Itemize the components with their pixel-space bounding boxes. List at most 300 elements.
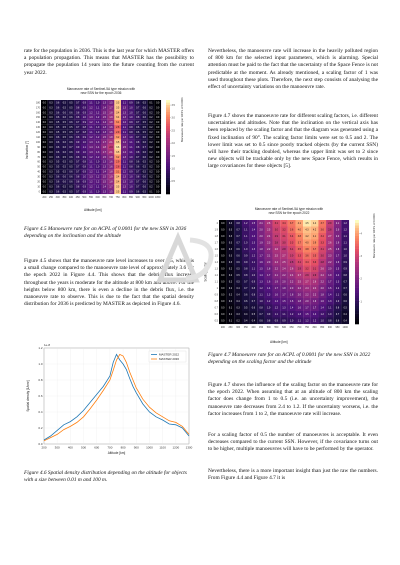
cell-value-label: 2.2 — [290, 281, 294, 284]
cell-value-label: 1.1 — [96, 107, 100, 110]
x-tick-label: 550 — [89, 196, 93, 199]
cell-value-label: 1.4 — [251, 236, 256, 239]
cell-value-label: 0.5 — [142, 161, 146, 164]
cell-value-label: 3.5 — [116, 186, 120, 189]
cell-value-label: 0.7 — [76, 171, 80, 174]
cell-value-label: 1.0 — [129, 107, 133, 110]
cell-value-label: 0.5 — [56, 132, 60, 135]
cell-value-label: 0.5 — [69, 127, 73, 130]
cell-value-label: 0.9 — [129, 122, 133, 125]
cell-value-label: 0.2 — [149, 132, 153, 135]
cell-value-label: 2.0 — [297, 294, 301, 297]
cell-value-label: 0.8 — [82, 132, 86, 135]
cell-value-label: 1.2 — [343, 229, 347, 232]
cell-value-label: 2.4 — [267, 236, 271, 239]
cell-value-label: 1.6 — [290, 301, 294, 304]
colorbar-tick-label: 2.0 — [171, 142, 175, 146]
x-tick-label: 950 — [142, 196, 147, 199]
colorbar-segment — [355, 251, 359, 254]
cell-value-label: 1.3 — [267, 294, 271, 297]
cell-value-label: 0.8 — [76, 112, 80, 115]
colorbar-tick-label: 0.5 — [171, 180, 175, 184]
x-tick-label: 400 — [67, 445, 73, 450]
cell-value-label: 0.9 — [82, 156, 86, 159]
x-tick-label: 900 — [133, 445, 139, 450]
cell-value-label: 0.6 — [142, 176, 146, 179]
cell-value-label: 0.7 — [335, 314, 340, 317]
cell-value-label: 1.2 — [89, 156, 93, 159]
cell-value-label: 3.3 — [297, 255, 301, 258]
line-chart-4-6 — [24, 340, 194, 465]
cell-value-label: 1.2 — [89, 171, 93, 174]
cell-value-label: 0.6 — [56, 156, 60, 159]
cell-value-label: 0.0 — [42, 117, 46, 120]
chart-title: Manoeuvre rate of Sentinel-5A type mission with new SSN for the epoch 2022 — [254, 207, 324, 215]
cell-value-label: 3.7 — [312, 249, 317, 252]
cell-value-label: 1.5 — [109, 102, 113, 105]
cell-value-label: 0.6 — [136, 127, 140, 130]
cell-value-label: 1.3 — [102, 191, 106, 194]
cell-value-label: 1.5 — [109, 191, 113, 194]
cell-value-label: 0.7 — [76, 161, 80, 164]
cell-value-label: 0.7 — [244, 281, 248, 284]
cell-value-label: 3.7 — [297, 242, 301, 245]
cell-value-label: 0.6 — [142, 151, 146, 154]
cell-value-label: 2.8 — [116, 127, 120, 130]
cell-value-label: 1.9 — [328, 275, 332, 278]
cell-value-label: 0.9 — [244, 262, 248, 265]
cell-value-label: 4.0 — [305, 242, 309, 245]
x-tick-label: 700 — [109, 196, 113, 199]
cell-value-label: 2.6 — [274, 249, 278, 252]
cell-value-label: 1.3 — [259, 281, 263, 284]
cell-value-label: 1.8 — [335, 249, 340, 252]
cell-value-label: 2.0 — [259, 229, 263, 232]
cell-value-label: 1.1 — [122, 161, 126, 164]
colorbar-segment — [355, 249, 359, 252]
cell-value-label: 0.6 — [56, 181, 60, 184]
cell-value-label: 0.6 — [236, 262, 240, 265]
colorbar-segment — [166, 168, 170, 171]
cell-value-label: 0.0 — [42, 132, 46, 135]
y-tick-label: 40 — [37, 170, 40, 174]
cell-value-label: 0.2 — [228, 301, 233, 304]
cell-value-label: 0.7 — [76, 122, 80, 125]
cell-value-label: 0.5 — [142, 166, 146, 169]
cell-value-label: 3.4 — [282, 223, 286, 226]
cell-value-label: 0.0 — [221, 301, 225, 304]
cell-value-label: 0.6 — [62, 117, 66, 120]
cell-value-label: 0.9 — [76, 141, 80, 144]
x-axis-label: Altitude [km] — [84, 208, 102, 212]
y-tick-label: 0.4 — [38, 410, 43, 414]
cell-value-label: 1.3 — [89, 151, 93, 154]
cell-value-label: 0.5 — [69, 132, 73, 135]
cell-value-label: 2.6 — [328, 242, 332, 245]
cell-value-label: 0.9 — [82, 191, 86, 194]
cell-value-label: 0.8 — [76, 181, 80, 184]
cell-value-label: 0.4 — [236, 294, 240, 297]
cell-value-label: 1.0 — [244, 249, 248, 252]
cell-value-label: 0.2 — [149, 166, 153, 169]
cell-value-label: 0.9 — [129, 102, 133, 105]
cell-value-label: 1.0 — [129, 112, 133, 115]
cell-value-label: 1.1 — [89, 166, 93, 169]
cell-value-label: 0.1 — [149, 191, 153, 194]
cell-value-label: 1.4 — [96, 146, 100, 149]
cell-value-label: 0.5 — [62, 156, 66, 159]
cell-value-label: 0.5 — [142, 127, 146, 130]
y-tick-label: 150 — [36, 116, 40, 120]
cell-value-label: 0.7 — [142, 146, 146, 149]
cell-value-label: 1.0 — [129, 176, 133, 179]
colorbar-segment — [355, 290, 359, 293]
cell-value-label: 0.5 — [343, 307, 347, 310]
y-axis-label: Spatial density [1/km³] — [26, 380, 30, 412]
cell-value-label: 2.7 — [328, 236, 332, 239]
cell-value-label: 0.8 — [129, 127, 133, 130]
colorbar-segment — [355, 262, 359, 265]
cell-value-label: 1.1 — [343, 236, 347, 239]
cell-value-label: 0.6 — [136, 132, 140, 135]
cell-value-label: 3.7 — [290, 223, 294, 226]
heatmap-4-5 — [33, 98, 163, 202]
cell-value-label: 1.6 — [335, 262, 340, 265]
cell-value-label: 1.8 — [297, 301, 301, 304]
colorbar-tick-label: 4 — [360, 232, 362, 236]
cell-value-label: 3.1 — [116, 171, 120, 174]
cell-value-label: 3.1 — [282, 236, 286, 239]
cell-value-label: 2.2 — [297, 288, 301, 291]
cell-value-label: 0.3 — [49, 166, 53, 169]
cell-value-label: 1.2 — [89, 107, 93, 110]
cell-value-label: 0.7 — [136, 107, 140, 110]
colorbar-segment — [355, 269, 359, 272]
cell-value-label: 0.5 — [69, 186, 73, 189]
cell-value-label: 0.0 — [156, 166, 160, 169]
y-tick-label: 1.2 — [38, 346, 43, 350]
cell-value-label: 0.0 — [156, 176, 160, 179]
cell-value-label: 0.6 — [142, 107, 146, 110]
cell-value-label: 0.3 — [49, 181, 53, 184]
cell-value-label: 1.0 — [129, 186, 133, 189]
x-tick-label: 200 — [220, 326, 225, 329]
cell-value-label: 1.1 — [89, 161, 93, 164]
cell-value-label: 0.9 — [274, 320, 278, 323]
cell-value-label: 2.2 — [267, 249, 271, 252]
cell-value-label: 0.0 — [221, 255, 225, 258]
x-tick-label: 350 — [243, 326, 248, 329]
cell-value-label: 0.5 — [56, 171, 60, 174]
cell-value-label: 0.8 — [76, 186, 80, 189]
cell-value-label: 1.1 — [96, 122, 100, 125]
cell-value-label: 0.0 — [42, 146, 46, 149]
colorbar-segment — [355, 225, 359, 228]
x-tick-label: 850 — [320, 326, 325, 329]
cell-value-label: 0.7 — [136, 156, 140, 159]
cell-value-label: 0.5 — [56, 122, 60, 125]
cell-value-label: 0.7 — [236, 236, 240, 239]
cell-value-label: 1.2 — [312, 320, 317, 323]
cell-value-label: 3.6 — [320, 229, 324, 232]
cell-value-label: 1.6 — [109, 132, 113, 135]
cell-value-label: 0.3 — [49, 117, 53, 120]
cell-value-label: 0.8 — [129, 132, 133, 135]
paragraph: For a scaling factor of 0.5 the number of manoeuvres is acceptable. It even decreases compared to the current SSN. However, if the covariance turns out to be higher, multiple manoeuvres will have to be performed by the operator. — [208, 432, 378, 453]
cell-value-label: 2.0 — [290, 288, 294, 291]
cell-value-label: 0.6 — [142, 141, 146, 144]
cell-value-label: 0.2 — [228, 294, 233, 297]
cell-value-label: 0.9 — [282, 320, 286, 323]
cell-value-label: 0.8 — [82, 166, 86, 169]
cell-value-label: 1.1 — [82, 146, 86, 149]
colorbar-segment — [166, 135, 170, 138]
cell-value-label: 0.2 — [149, 176, 153, 179]
y-axis-label: Inclination [°] — [25, 140, 30, 160]
cell-value-label: 1.4 — [89, 146, 93, 149]
cell-value-label: 0.3 — [236, 307, 240, 310]
cell-value-label: 3.0 — [290, 255, 294, 258]
cell-value-label: 1.1 — [122, 132, 126, 135]
cell-value-label: 3.5 — [116, 151, 120, 154]
cell-value-label: 0.3 — [49, 127, 53, 130]
colorbar-segment — [166, 149, 170, 152]
cell-value-label: 1.7 — [328, 281, 332, 284]
cell-value-label: 0.1 — [228, 307, 233, 310]
cell-value-label: 0.0 — [221, 229, 225, 232]
colorbar-segment — [166, 163, 170, 166]
x-tick-label: 300 — [54, 445, 60, 450]
colorbar-segment — [355, 306, 359, 309]
cell-value-label: 0.1 — [149, 102, 153, 105]
colorbar-segment — [355, 259, 359, 262]
colorbar-segment — [166, 182, 170, 185]
cell-value-label: 0.6 — [69, 122, 73, 125]
colorbar-segment — [355, 319, 359, 322]
cell-value-label: 0.0 — [42, 107, 46, 110]
cell-value-label: 0.8 — [82, 161, 86, 164]
cell-value-label: 1.3 — [122, 186, 126, 189]
cell-value-label: 0.6 — [62, 176, 66, 179]
cell-value-label: 1.0 — [328, 314, 332, 317]
cell-value-label: 1.0 — [82, 141, 86, 144]
cell-value-label: 0.5 — [251, 314, 256, 317]
cell-value-label: 1.3 — [102, 127, 106, 130]
cell-value-label: 0.6 — [69, 117, 73, 120]
colorbar-segment — [166, 175, 170, 178]
cell-value-label: 0.7 — [136, 181, 140, 184]
colorbar-segment — [166, 166, 170, 169]
cell-value-label: 1.5 — [102, 112, 106, 115]
y-tick-label: 1.1 — [214, 280, 218, 284]
cell-value-label: 1.2 — [96, 181, 100, 184]
cell-value-label: 2.2 — [312, 294, 317, 297]
x-tick-label: 350 — [62, 196, 67, 199]
cell-value-label: 1.0 — [96, 132, 100, 135]
cell-value-label: 1.0 — [244, 242, 248, 245]
cell-value-label: 2.2 — [274, 268, 278, 271]
cell-value-label: 0.9 — [82, 186, 86, 189]
colorbar-segment — [355, 301, 359, 304]
cell-value-label: 3.2 — [305, 268, 309, 271]
cell-value-label: 0.0 — [42, 141, 46, 144]
cell-value-label: 0.6 — [251, 307, 256, 310]
cell-value-label: 0.4 — [343, 314, 347, 317]
cell-value-label: 0.8 — [328, 320, 332, 323]
cell-value-label: 3.9 — [312, 242, 317, 245]
cell-value-label: 0.0 — [42, 112, 46, 115]
cell-value-label: 0.3 — [49, 191, 53, 194]
colorbar-segment — [355, 275, 359, 278]
cell-value-label: 1.4 — [290, 307, 294, 310]
y-tick-label: 160 — [36, 111, 40, 115]
cell-value-label: 2.9 — [305, 275, 309, 278]
cell-value-label: 0.5 — [69, 191, 73, 194]
cell-value-label: 1.8 — [259, 249, 263, 252]
cell-value-label: 1.1 — [96, 186, 100, 189]
cell-value-label: 1.0 — [259, 301, 263, 304]
cell-value-label: 0.8 — [335, 307, 340, 310]
cell-value-label: 2.6 — [290, 268, 294, 271]
cell-value-label: 0.9 — [76, 151, 80, 154]
cell-value-label: 2.5 — [267, 229, 271, 232]
cell-value-label: 0.9 — [82, 102, 86, 105]
colorbar-segment — [166, 156, 170, 159]
cell-value-label: 0.7 — [343, 281, 347, 284]
cell-value-label: 0.9 — [129, 191, 133, 194]
cell-value-label: 0.7 — [136, 122, 140, 125]
colorbar-segment — [166, 147, 170, 150]
cell-value-label: 0.8 — [129, 161, 133, 164]
cell-value-label: 1.3 — [122, 181, 126, 184]
cell-value-label: 0.2 — [228, 281, 233, 284]
cell-value-label: 1.4 — [102, 107, 106, 110]
cell-value-label: 0.4 — [244, 320, 248, 323]
cell-value-label: 3.6 — [305, 255, 309, 258]
heatmap-4-7 — [211, 218, 351, 332]
cell-value-label: 0.3 — [49, 141, 53, 144]
cell-value-label: 0.5 — [69, 107, 73, 110]
y-tick-label: 140 — [36, 121, 40, 125]
cell-value-label: 1.1 — [89, 132, 93, 135]
cell-value-label: 3.5 — [297, 249, 301, 252]
cell-value-label: 1.1 — [328, 307, 332, 310]
cell-value-label: 0.7 — [236, 229, 240, 232]
cell-value-label: 0.3 — [49, 112, 53, 115]
cell-value-label: 1.0 — [267, 307, 271, 310]
cell-value-label: 0.6 — [236, 249, 240, 252]
cell-value-label: 0.6 — [335, 320, 340, 323]
cell-value-label: 0.5 — [142, 191, 146, 194]
cell-value-label: 0.9 — [343, 268, 347, 271]
cell-value-label: 0.8 — [76, 117, 80, 120]
cell-value-label: 0.6 — [56, 186, 60, 189]
cell-value-label: 0.6 — [142, 156, 146, 159]
cell-value-label: 0.2 — [149, 151, 153, 154]
cell-value-label: 0.5 — [56, 127, 60, 130]
cell-value-label: 1.2 — [290, 314, 294, 317]
y-tick-label: 10 — [37, 185, 40, 189]
cell-value-label: 3.5 — [116, 141, 120, 144]
cell-value-label: 1.9 — [312, 301, 317, 304]
cell-value-label: 0.0 — [156, 181, 160, 184]
cell-value-label: 1.3 — [122, 156, 126, 159]
x-tick-label: 250 — [49, 196, 53, 199]
cell-value-label: 1.7 — [335, 255, 340, 258]
cell-value-label: 1.5 — [102, 181, 106, 184]
cell-value-label: 1.1 — [122, 127, 126, 130]
cell-value-label: 1.6 — [109, 166, 113, 169]
colorbar-segment — [166, 178, 170, 181]
cell-value-label: 0.8 — [236, 223, 240, 226]
x-tick-label: 400 — [251, 326, 256, 329]
x-tick-label: 1100 — [159, 445, 166, 450]
cell-value-label: 0.6 — [136, 166, 140, 169]
x-tick-label: 600 — [95, 196, 100, 199]
cell-value-label: 1.9 — [109, 117, 113, 120]
cell-value-label: 2.9 — [328, 223, 332, 226]
cell-value-label: 3.3 — [312, 262, 317, 265]
cell-value-label: 0.2 — [228, 288, 233, 291]
y-tick-label: 110 — [36, 136, 40, 140]
cell-value-label: 2.6 — [320, 268, 324, 271]
cell-value-label: 2.1 — [267, 255, 271, 258]
cell-value-label: 1.2 — [267, 301, 271, 304]
cell-value-label: 0.5 — [244, 307, 248, 310]
cell-value-label: 0.5 — [62, 127, 66, 130]
cell-value-label: 0.5 — [56, 166, 60, 169]
colorbar-segment — [166, 102, 170, 105]
colorbar-segment — [355, 267, 359, 270]
colorbar-segment — [166, 187, 170, 190]
x-tick-label: 700 — [107, 445, 113, 450]
colorbar-segment — [166, 142, 170, 145]
cell-value-label: 0.0 — [221, 294, 225, 297]
cell-value-label: 0.6 — [56, 191, 60, 194]
x-tick-label: 800 — [312, 326, 317, 329]
cell-value-label: 2.9 — [116, 132, 120, 135]
cell-value-label: 0.6 — [69, 141, 73, 144]
cell-value-label: 1.2 — [89, 186, 93, 189]
chart-title: Manoeuvre rate of Sentinel-5A type mission with new SSN for the epoch 2036 — [66, 87, 136, 95]
cell-value-label: 3.2 — [116, 156, 120, 159]
cell-value-label: 1.0 — [96, 102, 100, 105]
cell-value-label: 2.8 — [282, 249, 286, 252]
cell-value-label: 0.0 — [156, 171, 160, 174]
colorbar-tick-label: 3.5 — [171, 103, 175, 107]
cell-value-label: 0.5 — [62, 161, 66, 164]
cell-value-label: 0.4 — [236, 288, 240, 291]
cell-value-label: 0.6 — [136, 191, 140, 194]
cell-value-label: 0.0 — [156, 156, 160, 159]
cell-value-label: 0.5 — [142, 171, 146, 174]
cell-value-label: 0.5 — [62, 166, 66, 169]
colorbar-segment — [166, 145, 170, 148]
cell-value-label: 1.6 — [320, 301, 324, 304]
cell-value-label: 2.0 — [259, 236, 263, 239]
colorbar-segment — [355, 295, 359, 298]
y-tick-label: 1.5 — [214, 254, 218, 258]
colorbar-segment — [355, 228, 359, 231]
cell-value-label: 1.0 — [96, 166, 100, 169]
colorbar-segment — [166, 114, 170, 117]
cell-value-label: 0.1 — [228, 314, 233, 317]
cell-value-label: 1.2 — [96, 156, 100, 159]
cell-value-label: 1.8 — [109, 122, 113, 125]
cell-value-label: 4.5 — [305, 223, 309, 226]
cell-value-label: 1.6 — [267, 281, 271, 284]
cell-value-label: 0.8 — [76, 107, 80, 110]
